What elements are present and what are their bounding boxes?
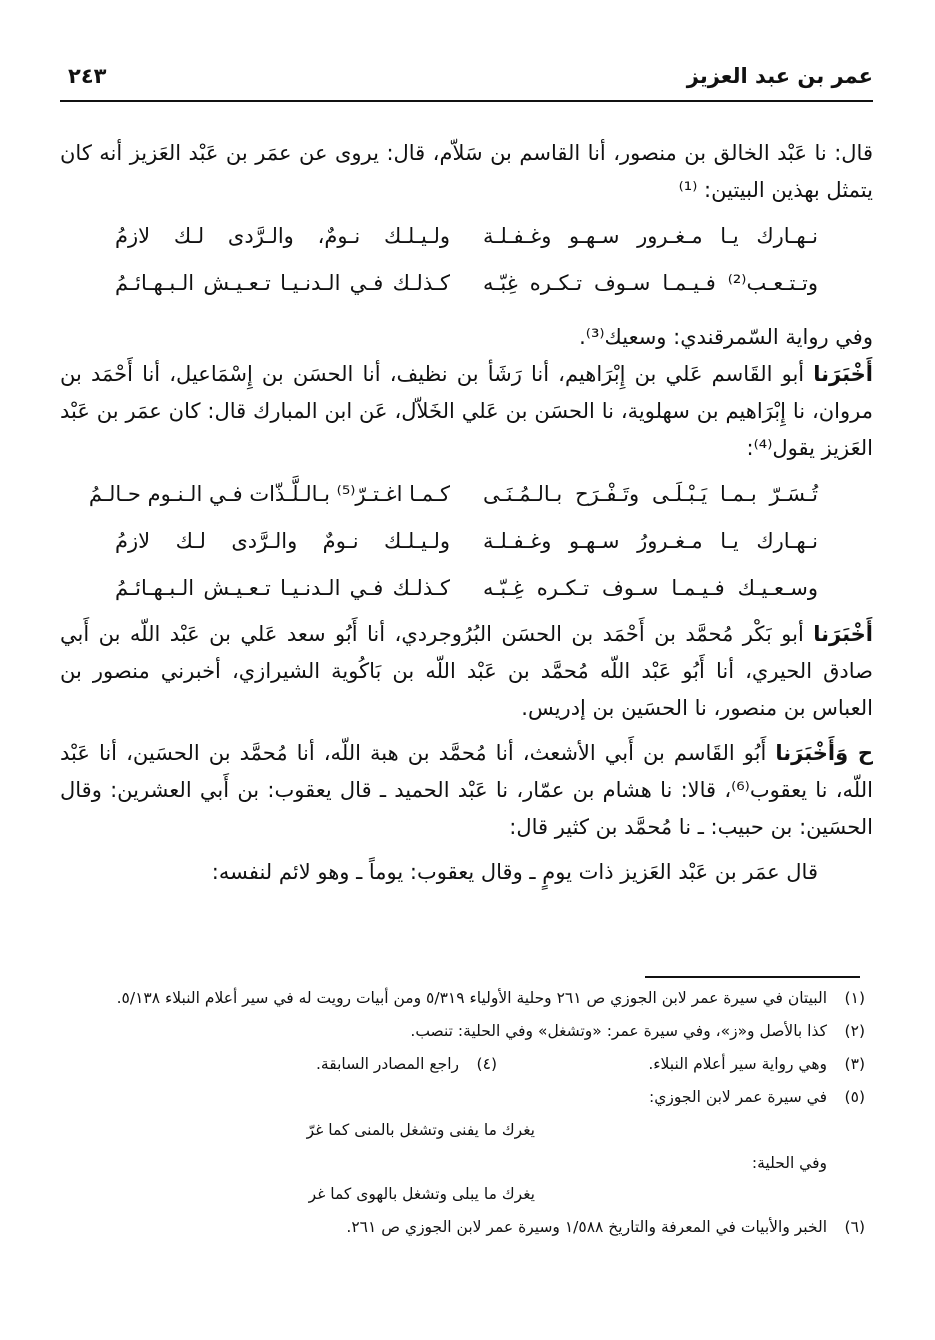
paragraph-6: قال عمَر بن عَبْد العَزيز ذات يومٍ ـ وقال يعقوب: يوماً ـ وهو لائم لنفسه: <box>211 860 818 884</box>
footnote-6 <box>66 1214 865 1241</box>
akhbarana-lead: ح وَأَخْبَرَنا <box>775 741 873 765</box>
footnote-3 <box>497 1051 865 1078</box>
paragraph-1: قال: نا عَبْد الخالق بن منصور، أنا القاسم بن سَلاّم، قال: يروى عن عمَر بن عَبْد العَزيز أنه كان يتمثل بهذين البيتين: ⁽¹⁾ <box>60 141 873 202</box>
paragraph-2: وفي رواية السّمرقندي: وسعيك⁽³⁾. <box>579 325 873 349</box>
paragraph-4 <box>60 616 873 727</box>
footnote-text: في سيرة عمر لابن الجوزي: <box>649 1088 827 1106</box>
footnote-row-3-4 <box>66 1051 865 1078</box>
footnotes <box>66 985 865 1247</box>
paragraph-3 <box>60 356 873 467</box>
footnote-number: (٣) <box>844 1055 865 1073</box>
hemistich-second: كـذلـك فـي الـدنـيـا تـعـيـش الـبـهـائـمُ <box>115 271 450 295</box>
hemistich-second: ولـيـلـك نـومٌ والـرَّدى لـك لازمُ <box>115 529 450 553</box>
footnote-5 <box>66 1084 865 1111</box>
verse-block-1 <box>60 213 873 307</box>
hemistich-first: نـهـارك يـا مـغـرور سـهـو وغـفـلـة <box>483 224 818 248</box>
page-number: ٢٤٣ <box>68 64 107 88</box>
footnote-1 <box>66 985 865 1012</box>
verse-line <box>60 518 873 565</box>
main-text <box>60 135 873 891</box>
footnote-verse: يغرك ما يبلى وتشغل بالهوى كما غر <box>308 1185 535 1203</box>
page-header <box>60 60 873 102</box>
akhbarana-lead: أَخْبَرَنا <box>813 622 873 646</box>
paragraph-5 <box>60 735 873 846</box>
footnote-text: كذا بالأصل و«ز»، وفي سيرة عمر: «وتشغل» وفي الحلية: تنصب. <box>410 1022 827 1040</box>
footnote-text: وهي رواية سير أعلام النبلاء. <box>648 1055 827 1073</box>
verse-line <box>60 471 873 518</box>
footnote-4 <box>316 1051 497 1078</box>
akhbarana-lead: أَخْبَرَنا <box>813 362 873 386</box>
hemistich-first: وسـعـيـك فـيـمـا سـوف تـكـره غِـبّـه <box>483 576 818 600</box>
paragraph-4-text: أبو بَكْر مُحمَّد بن أَحْمَد بن الحسَن البُرُوجردي، أنا أَبُو سعد عَلي بن عَبْد اللّه بن أَبي صادق الحيري، أنا أَبُو عَبْد اللّه مُحمَّد بن عَبْد اللّه بن بَاكُوية الشيرازي، أخبرني منصور بن العباس بن منصور، نا الحسَين بن إدريس. <box>60 622 873 720</box>
footnote-text: الخبر والأبيات في المعرفة والتاريخ ١/٥٨٨ وسيرة عمر لابن الجوزي ص ٢٦١. <box>346 1218 827 1236</box>
running-title: عمر بن عبد العزيز <box>686 64 873 88</box>
verse-line <box>60 213 873 260</box>
footnote-number: (٦) <box>844 1218 865 1236</box>
footnote-number: (٥) <box>844 1088 865 1106</box>
hemistich-first: نـهـارك يـا مـغـرورُ سـهـو وغـفـلـة <box>483 529 818 553</box>
hemistich-first: تُـسَـرّ بـمـا يَـبْـلَـى وتَـفْـرَح بـالـمُـنَـى <box>483 482 818 506</box>
footnote-verse: يغرك ما يفنى وتشغل بالمنى كما غرّ <box>306 1121 535 1139</box>
footnote-number: (١) <box>844 989 865 1007</box>
footnote-number: (٤) <box>476 1055 497 1073</box>
footnote-text: راجع المصادر السابقة. <box>316 1055 459 1073</box>
verse-block-2 <box>60 471 873 612</box>
verse-line <box>60 565 873 612</box>
footnote-text: البيتان في سيرة عمر لابن الجوزي ص ٢٦١ وحلية الأولياء ٥/٣١٩ ومن أبيات رويت له في سير أعلام النبلاء ٥/١٣٨. <box>116 989 827 1007</box>
footnote-label: وفي الحلية: <box>751 1154 827 1172</box>
hemistich-second: ولـيـلـك نـومٌ، والـرَّدى لـك لازمُ <box>115 224 450 248</box>
footnote-number: (٢) <box>844 1022 865 1040</box>
hemistich-first: وتـتـعـب⁽²⁾ فـيـمـا سـوف تـكـره غِبّـه <box>483 271 818 295</box>
verse-line <box>60 260 873 307</box>
hemistich-second: كـمـا اغـتـرّ⁽⁵⁾ بـالـلَّـذّات فـي الـنـوم حـالـمُ <box>88 482 450 506</box>
footnote-separator <box>645 976 860 978</box>
paragraph-5-text: أَبُو القَاسم بن أَبي الأشعث، أنا مُحمَّد بن هبة اللّه، أنا مُحمَّد بن الحسَين، أنا عَبْد اللّه، نا يعقوب⁽⁶⁾، قالا: نا هشام بن عمّار، نا عَبْد الحميد ـ قال يعقوب: بن أَبي العشرين: وقال الحسَين: بن حبيب: ـ نا مُحمَّد بن كثير قال: <box>60 741 873 839</box>
paragraph-3-text: أبو القَاسم عَلي بن إِبْرَاهيم، أنا رَشَأ بن نظيف، أنا الحسَن بن إِسْمَاعيل، أنا أَحْمَد بن مروان، نا إِبْرَاهيم بن سهلوية، نا الحسَن بن عَلي الخَلاّل، عَن ابن المبارك قال: كان عمَر بن عَبْد العَزيز يقول⁽⁴⁾: <box>60 362 873 460</box>
footnote-2 <box>66 1018 865 1045</box>
hemistich-second: كـذلـك فـي الـدنـيـا تـعـيـش الـبـهـائـمُ <box>115 576 450 600</box>
